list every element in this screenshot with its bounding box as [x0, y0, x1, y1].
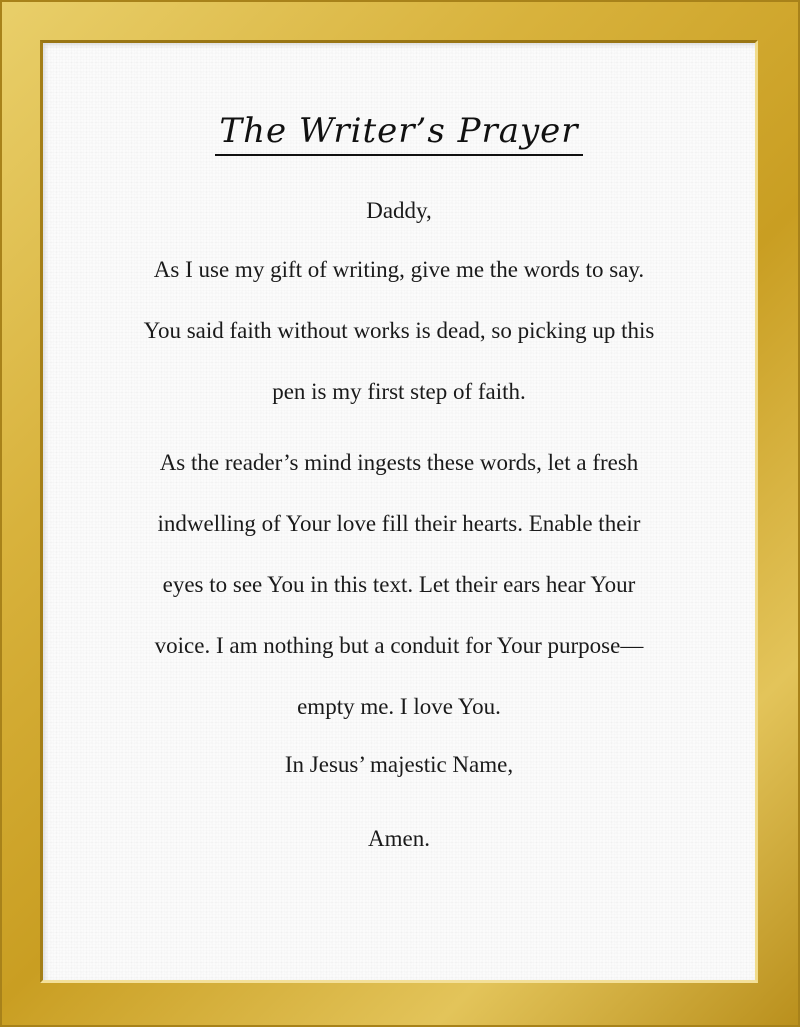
- paragraph-2-line: eyes to see You in this text. Let their ears hear Your: [162, 572, 636, 597]
- signoff: Amen.: [368, 826, 430, 851]
- title-container: [43, 113, 755, 156]
- salutation: Daddy,: [366, 198, 432, 223]
- paragraph-2-line: empty me. I love You.: [297, 694, 501, 719]
- paragraph-1-line: You said faith without works is dead, so picking up this: [143, 318, 655, 343]
- paragraph-2-line: As the reader’s mind ingests these words, let a fresh: [159, 450, 639, 475]
- paragraph-2: [73, 432, 725, 737]
- closing-line: In Jesus’ majestic Name,: [284, 752, 514, 777]
- paper-mat: [40, 40, 758, 983]
- paragraph-2-line: voice. I am nothing but a conduit for Your purpose—: [154, 633, 644, 658]
- prayer-body: [73, 191, 725, 859]
- document-title: The Writer’s Prayer: [215, 113, 582, 156]
- paragraph-2-line: indwelling of Your love fill their hearts. Enable their: [157, 511, 641, 536]
- paragraph-1-line: As I use my gift of writing, give me the words to say.: [153, 257, 645, 282]
- paragraph-1-line: pen is my first step of faith.: [272, 379, 526, 404]
- paragraph-1: [73, 239, 725, 422]
